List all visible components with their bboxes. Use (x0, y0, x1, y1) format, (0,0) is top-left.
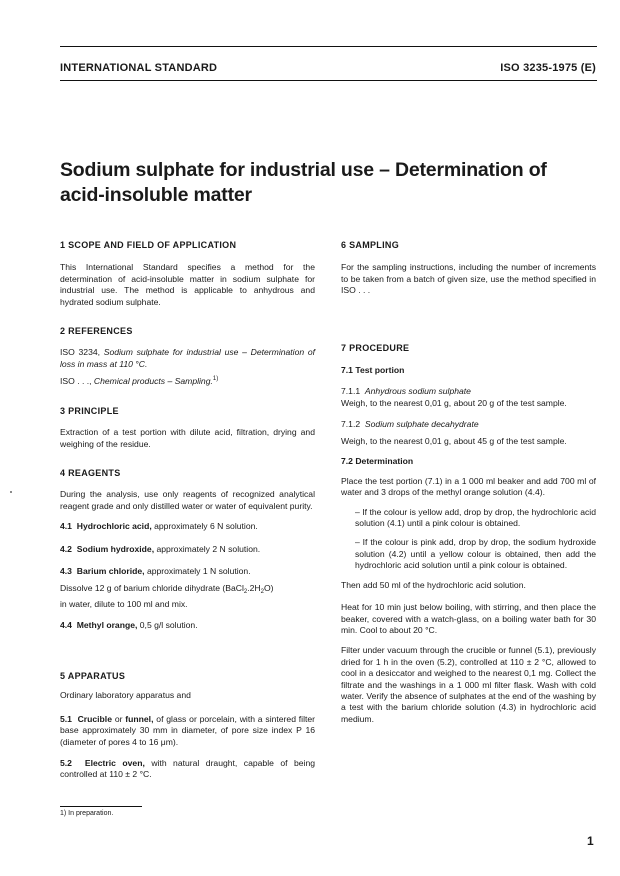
reagent-detail: Dissolve 12 g of barium chloride dihydrate $(BaCl_2.2H_2O)$ in water, dilute to 100 ml and mix. (60, 583, 274, 609)
subsection-heading: 7.1 Test portion (341, 365, 405, 376)
section-1 (60, 240, 315, 308)
reagent-item: 4.3 Barium chloride, approximately 1 N solution. (60, 566, 251, 577)
header-iso-number: ISO 3235-1975 (E) (500, 62, 596, 74)
section-text: For the sampling instructions, including the number of increments to be taken from a batch of given size, use the method specified in ISO . . . (341, 262, 596, 296)
header-standard: INTERNATIONAL STANDARD (60, 62, 218, 74)
section-heading: 4 REAGENTS (60, 468, 121, 478)
footnote-rule (60, 806, 142, 807)
section-heading: 3 PRINCIPLE (60, 406, 119, 416)
top-rule (60, 46, 597, 47)
section-3 (60, 406, 315, 450)
reference-item: ISO 3234, Sodium sulphate for industrial use – Determination of loss in mass at 110 °C. (60, 347, 316, 369)
section-2 (60, 326, 315, 388)
subsection-heading: 7.2 Determination (341, 456, 414, 467)
section-text: Ordinary laboratory apparatus and (60, 690, 191, 701)
subsubsection-heading: 7.1.2 Sodium sulphate decahydrate (341, 418, 479, 429)
section-heading: 2 REFERENCES (60, 326, 133, 336)
page-title: Sodium sulphate for industrial use – Determination of acid-insoluble matter (60, 159, 547, 206)
section-7 (341, 343, 596, 725)
procedure-text: Place the test portion (7.1) in a 1 000 ml beaker and add 700 ml of water and 3 drops of the methyl orange solution (4.4). (341, 475, 596, 498)
section-6 (341, 240, 596, 297)
footnote: 1) In preparation. (60, 810, 114, 817)
section-text: Weigh, to the nearest 0,01 g, about 20 g of the test sample. (341, 398, 567, 409)
reagent-item: 4.2 Sodium hydroxide, approximately 2 N solution. (60, 543, 261, 554)
section-heading: 6 SAMPLING (341, 240, 400, 250)
section-text: During the analysis, use only reagents of recognized analytical reagent grade and only distilled water or water of equivalent purity. (60, 489, 315, 511)
section-text: Weigh, to the nearest 0,01 g, about 45 g of the test sample. (341, 436, 567, 447)
procedure-text: Then add 50 ml of the hydrochloric acid solution. (341, 579, 526, 590)
procedure-step: – If the colour is yellow add, drop by drop, the hydrochloric acid solution (4.1) until a pink colour is obtained. (355, 506, 596, 529)
section-4 (60, 468, 315, 632)
section-text: Extraction of a test portion with dilute acid, filtration, drying and weighing of the residue. (60, 427, 315, 449)
subsubsection-heading: 7.1.1 Anhydrous sodium sulphate (341, 385, 471, 396)
procedure-step: – If the colour is pink add, drop by drop, the sodium hydroxide solution (4.2) until a yellow colour is obtained, then add the hydrochloric acid solution until a pink colour is obtained. (355, 537, 596, 571)
procedure-text: Heat for 10 min just below boiling, with stirring, and then place the beaker, covered with a watch-glass, on a boiling water bath for 30 min. Cool to about 20 °C. (341, 602, 596, 635)
section-text: This International Standard specifies a method for the determination of acid-insoluble matter in sodium sulphate for industrial use. The method is applicable to anhydrous and hydrated sodium sulphate. (60, 262, 315, 307)
reference-item: ISO . . ., Chemical products – Sampling.$^{1)}$ (60, 376, 219, 387)
procedure-text: Filter under vacuum through the crucible or funnel (5.1), previously dried for 1 h in the oven (5.2), controlled at 110 ± 2 °C, allowed to cool in a desiccator and weighed to the nearest 0,1 mg. Collect the filtrate and the washings in a 1 000 ml filter flask. Wash with cold water. Verify the absence of sulphates at the end of the washing by a test with the barium chloride solution (4.3) in hydrochloric acid medium. (341, 645, 596, 724)
page-number: 1 (587, 834, 594, 848)
section-5 (60, 671, 315, 781)
section-heading: 7 PROCEDURE (341, 343, 410, 353)
reagent-item: 4.4 Methyl orange, 0,5 g/l solution. (60, 620, 198, 631)
reagent-item: 4.1 Hydrochloric acid, approximately 6 N solution. (60, 521, 258, 532)
section-heading: 5 APPARATUS (60, 671, 126, 681)
apparatus-item: 5.2 Electric oven, with natural draught, capable of being controlled at 110 ± 2 °C. (60, 758, 315, 780)
header-rule (60, 80, 597, 81)
section-heading: 1 SCOPE AND FIELD OF APPLICATION (60, 240, 237, 250)
margin-speck (10, 491, 12, 493)
apparatus-item: 5.1 Crucible or funnel, of glass or porcelain, with a sintered filter base approximately 30 mm in diameter, of pore size index P 16 (diameter of pores 4 to 16 μm). (60, 713, 316, 747)
